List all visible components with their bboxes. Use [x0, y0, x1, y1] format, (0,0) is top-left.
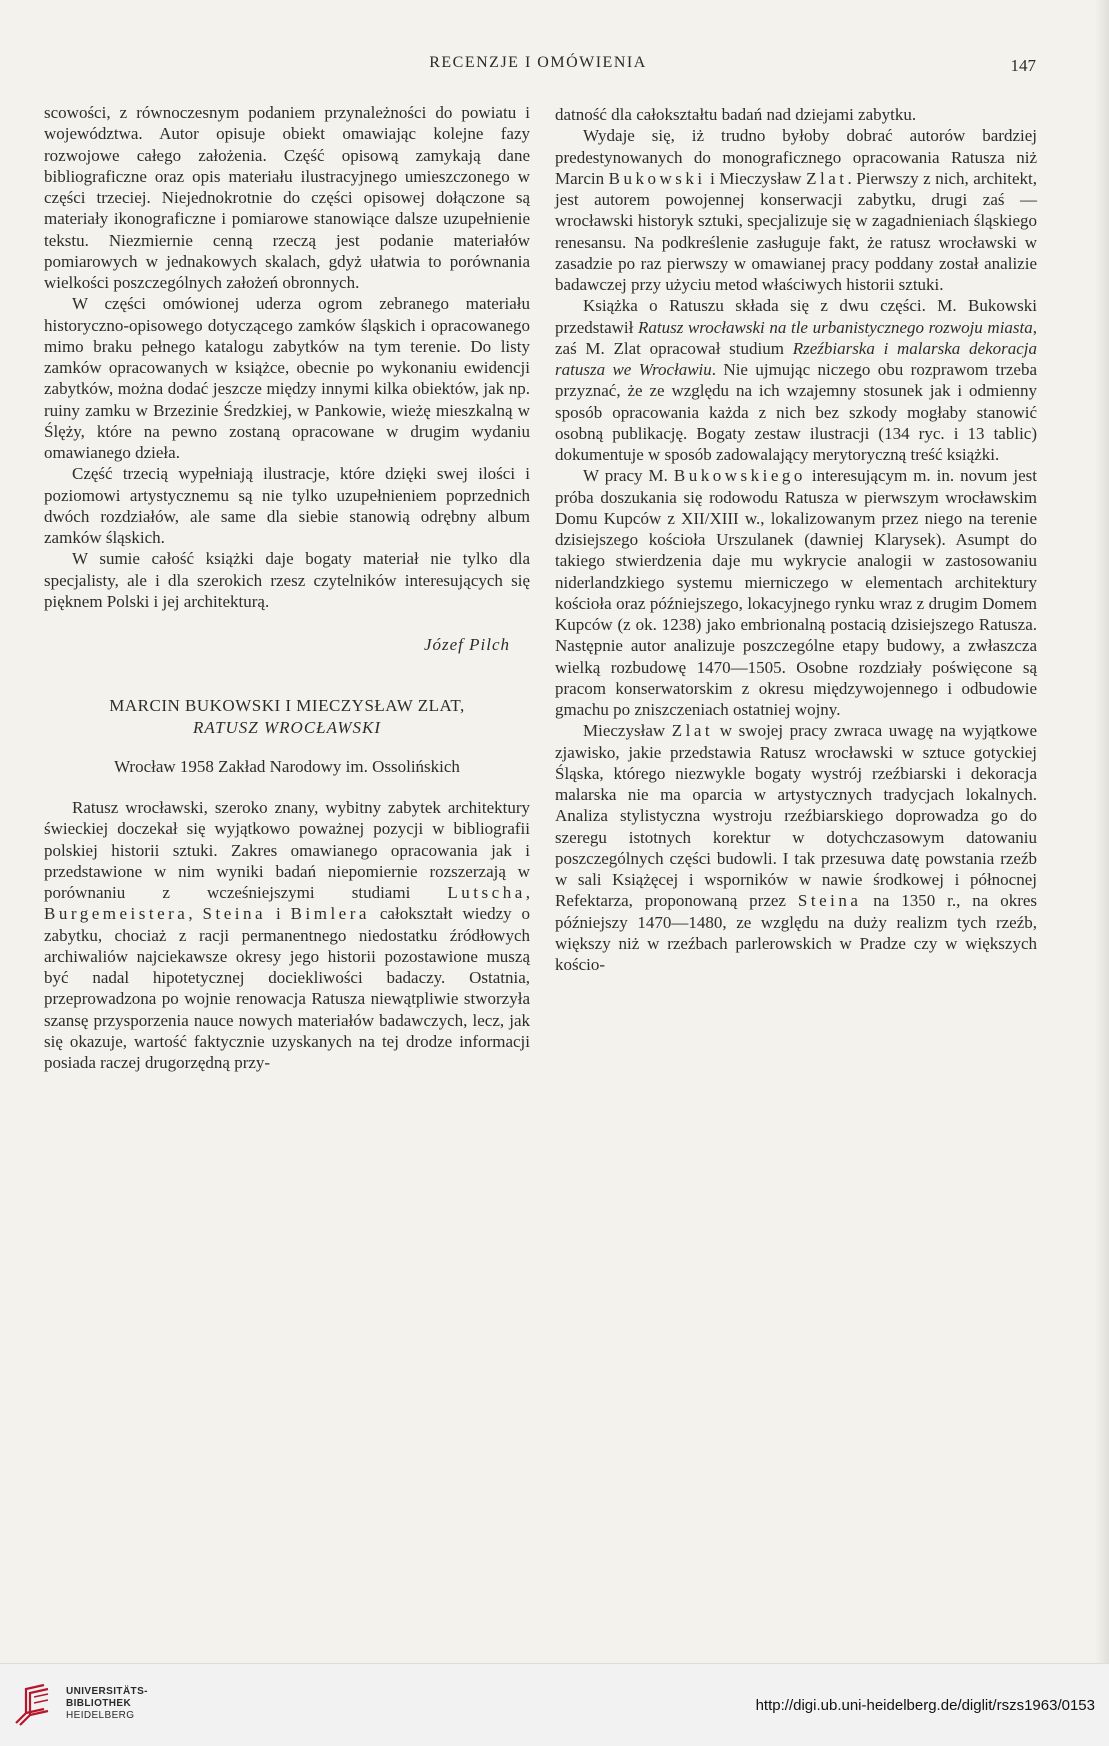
- left-column: [44, 102, 530, 1073]
- paragraph: Ratusz wrocławski, szeroko znany, wybitny zabytek architektury świeckiej doczekał się wyjątkowo poważnej pozycji w bibliografii polskiej historii sztuki. Zakres omawianego opracowania jak i przedstawione w nim wyniki badań niepomiernie rozszerzają w porównaniu z wcześniejszymi studiami Lutscha, Burgemeistera, Steina i Bimlera całokształt wiedzy o zabytku, chociaż z racji permanentnego niedostatku źródłowych archiwaliów najciekawsze okresy jego historii pozostawione muszą być nadal hipotetycznej dociekliwości badaczy. Ostatnia, przeprowadzona po wojnie renowacja Ratusza niewątpliwie stworzyła szansę przysporzenia nauce nowych materiałów badawczych, lecz, jak się okazuje, wartość faktycznie uzyskanych na tej drodze informacji posiada raczej drugorzędną przy-: [44, 798, 531, 1072]
- library-logo-icon: [14, 1683, 54, 1727]
- publication-info: Wrocław 1958 Zakład Narodowy im. Ossolińskich: [114, 756, 460, 776]
- spaced-name: Bukowski: [608, 168, 706, 188]
- paragraph: W sumie całość książki daje bogaty materiał nie tylko dla specjalisty, ale i dla szerokich rzesz czytelników interesujących się pięknem Polski i jej architekturą.: [44, 549, 530, 611]
- reviewed-book-title: RATUSZ WROCŁAWSKI: [192, 717, 382, 737]
- spaced-name: Lutscha: [447, 883, 526, 902]
- paragraph: Część trzecią wypełniają ilustracje, które dzięki swej ilości i poziomowi artystycznemu są nie tylko uzupełnieniem poprzednich dwóch rozdziałów, ale same dla siebie stanowią odrębny album zamków śląskich.: [44, 464, 530, 547]
- spaced-name: Bukowskiego: [673, 466, 806, 486]
- paragraph: Wydaje się, iż trudno byłoby dobrać autorów bardziej predestynowanych do monograficznego opracowania Ratusza niż Marcin Bukowski i Mieczysław Zlat. Pierwszy z nich, architekt, jest autorem powojennej konserwacji zabytku, drugi zaś — wrocławski historyk sztuki, specjalizuje się w zagadnieniach śląskiego renesansu. Na podkreślenie zasługuje fakt, że ratusz wrocławski w zasadzie po raz pierwszy w omawianej pracy poddany został analizie badawczej przy użyciu metod właściwych historii sztuki.: [555, 126, 1038, 294]
- page-number: 147: [1010, 56, 1036, 75]
- spaced-name: Burgemeistera: [44, 904, 189, 924]
- paragraph: datność dla całokształtu badań nad dziejami zabytku.: [555, 105, 917, 124]
- paragraph: W części omówionej uderza ogrom zebranego materiału historyczno-opisowego dotyczącego zamków śląskich i opracowanego mimo braku pełnego katalogu zabytków na tym terenie. Do listy zamków opracowanych w książce, obecnie po wykonaniu ewidencji zabytków, można dodać jeszcze między innymi kilka obiektów, jak np. ruiny zamku w Brzezinie Średzkiej, w Pankowie, wieżę mieszkalną w Ślęży, które na pewno zostaną opracowane w drugim wydaniu omawianego dzieła.: [44, 294, 530, 462]
- library-name: UNIVERSITÄTS- BIBLIOTHEK HEIDELBERG: [66, 1686, 148, 1721]
- spaced-name: Steina: [797, 891, 862, 911]
- spaced-name: Zlat: [806, 168, 848, 188]
- permalink-url[interactable]: http://digi.ub.uni-heidelberg.de/diglit/rszs1963/0153: [755, 1697, 1095, 1714]
- right-column: [555, 104, 1037, 975]
- reviewed-book-authors: MARCIN BUKOWSKI I MIECZYSŁAW ZLAT,: [109, 696, 465, 716]
- work-title: Rzeźbiarska i malarska dekoracja ratusza we Wrocławiu: [555, 338, 1038, 379]
- paragraph: Książka o Ratuszu składa się z dwu części. M. Bukowski przedstawił Ratusz wrocławski na tle urbanistycznego rozwoju miasta, zaś M. Zlat opracował studium Rzeźbiarska i malarska dekoracja ratusza we Wrocławiu. Nie ujmując niczego obu rozprawom trzeba przyznać, że ze względu na ich wzajemny stosunek jak i odmienny sposób opracowania każda z nich bez szkody mogłaby stanowić osobną publikację. Bogaty zestaw ilustracji (134 ryc. i 13 tablic) dokumentuje w sposób zadowalający merytoryczną treść książki.: [555, 296, 1038, 464]
- spaced-name: Bimlera: [290, 904, 370, 924]
- paragraph: scowości, z równoczesnym podaniem przynależności do powiatu i województwa. Autor opisuje obiekt omawiając kolejne fazy rozwojowe całego założenia. Część opisową zamykają dane bibliograficzne oraz opis materiału ilustracyjnego umieszczonego w części trzeciej. Niejednokrotnie do części opisowej dołączone są materiały ikonograficzne i pomiarowe stanowiące dalsze uzupełnienie tekstu. Niezmiernie cenną rzeczą jest podanie materiałów pomiarowych w jednakowych skalach, gdyż ułatwia to porównania wielkości poszczególnych założeń obronnych.: [44, 103, 530, 292]
- paragraph: W pracy M. Bukowskiego interesującym m. in. novum jest próba doszukania się rodowodu Ratusza w pierwszym wrocławskim Domu Kupców z XII/XIII w., lokalizowanym przez niego na terenie dzisiejszego kościoła Urszulanek (dawniej Klarysek). Asumpt do takiego stwierdzenia daje mu wykrycie analogii w zastosowaniu niderlandzkiego systemu mierniczego w elementach architektury kościoła oraz późniejszego, lokacyjnego rynku wraz z drugim Domem Kupców (z ok. 1238) jako embrionalną postacią dzisiejszego Ratusza. Następnie autor analizuje poszczególne etapy budowy, a zwłaszcza wielką rozbudowę 1470—1505. Osobne rozdziały poświęcone są pracom konserwatorskim z okresu międzywojennego i odbudowie gmachu po zniszczeniach ostatniej wojny.: [555, 466, 1037, 719]
- review-signature: Józef Pilch: [423, 635, 510, 654]
- running-head: RECENZJE I OMÓWIENIA: [429, 54, 647, 71]
- work-title: Ratusz wrocławski na tle urbanistycznego rozwoju miasta: [637, 317, 1033, 337]
- paragraph: Mieczysław Zlat w swojej pracy zwraca uwagę na wyjątkowe zjawisko, jakie przedstawia Ratusz wrocławski w sztuce gotyckiej Śląska, którego niezwykle bogaty wystrój rzeźbiarski i dekoracja malarska nie ma oparcia w artystycznych tradycjach lokalnych. Analiza stylistyczna wystroju rzeźbiarskiego doprowadza go do szeregu istotnych korektur w dotychczasowym datowaniu poszczególnych części budowli. I tak przesuwa datę powstania rzeźb w sali Książęcej i wsporników w nawie środkowej i północnej Refektarza, proponowaną przez Steina na 1350 r., na okres późniejszy 1470—1480, ze względu na duży realizm tych rzeźb, większy niż w rzeźbach parlerowskich w Pradze czy w większych kościo-: [555, 721, 1038, 974]
- page-header: [40, 54, 1036, 80]
- spaced-name: Steina: [202, 904, 267, 924]
- footer-bar: [0, 1663, 1109, 1746]
- spaced-name: Zlat: [671, 721, 714, 741]
